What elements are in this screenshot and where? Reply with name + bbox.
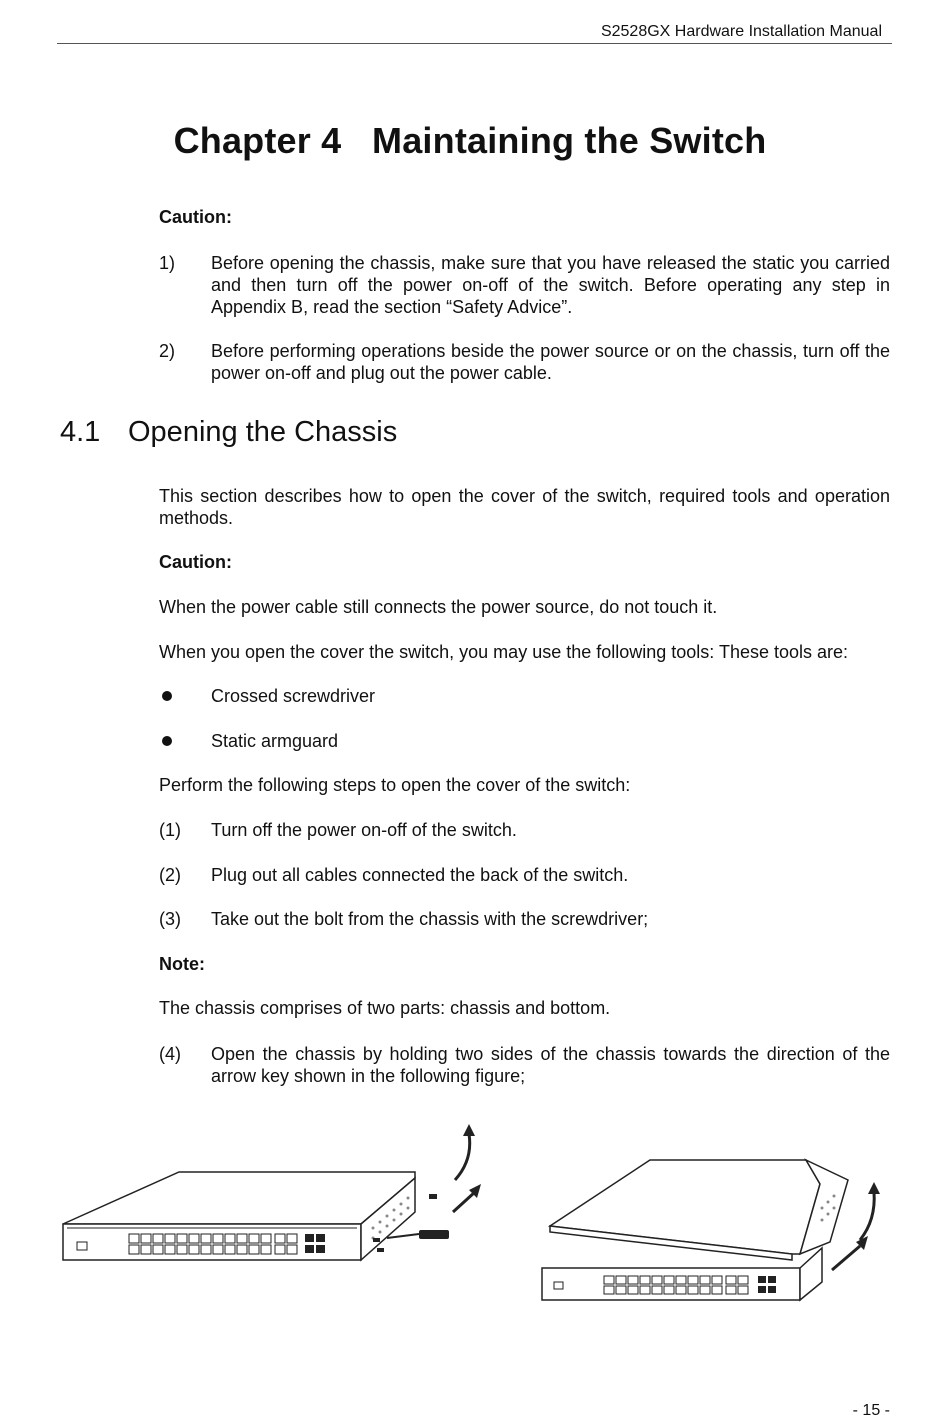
step-text: Plug out all cables connected the back of the switch. bbox=[211, 865, 629, 885]
page-header bbox=[57, 20, 892, 44]
section-heading bbox=[60, 416, 397, 449]
bullet-icon bbox=[162, 691, 172, 701]
steps-intro: Perform the following steps to open the cover of the switch: bbox=[159, 775, 631, 795]
arrow-icon bbox=[453, 1134, 475, 1212]
bullet-icon bbox=[162, 736, 172, 746]
header-title: S2528GX Hardware Installation Manual bbox=[600, 23, 882, 40]
section-caution-label: Caution: bbox=[159, 552, 232, 572]
section-number: 4.1 bbox=[60, 416, 101, 448]
screwdriver-icon bbox=[387, 1230, 449, 1239]
step-text: Open the chassis by holding two sides of the chassis towards the direction of the arrow key shown in the following figure; bbox=[211, 1044, 890, 1086]
tool-item: Crossed screwdriver bbox=[211, 686, 376, 706]
switch-open-illustration bbox=[530, 1150, 900, 1305]
section-title: Opening the Chassis bbox=[128, 416, 398, 448]
tools-intro: When you open the cover the switch, you may use the following tools: These tools are: bbox=[159, 642, 849, 662]
section-intro: This section describes how to open the cover of the switch, required tools and operation methods. bbox=[159, 486, 890, 528]
caution-item-number: 1) bbox=[159, 253, 176, 273]
note-label: Note: bbox=[159, 954, 205, 974]
tool-item: Static armguard bbox=[211, 731, 339, 751]
caution-item-number: 2) bbox=[159, 341, 176, 361]
caution-item-text: Before opening the chassis, make sure that you have released the static you carried and then turn off the power on-off of the switch. Before operating any step in Appendix B, read the section “Safety Advice”. bbox=[211, 253, 890, 317]
note-text: The chassis comprises of two parts: chassis and bottom. bbox=[159, 998, 611, 1018]
step-number: (3) bbox=[159, 909, 181, 929]
caution-label: Caution: bbox=[159, 207, 232, 227]
caution-item-text: Before performing operations beside the power source or on the chassis, turn off the power on-off and plug out the power cable. bbox=[211, 341, 890, 383]
chapter-title: Chapter 4 Maintaining the Switch bbox=[173, 120, 767, 161]
step-text: Take out the bolt from the chassis with the screwdriver; bbox=[211, 909, 649, 929]
step-text: Turn off the power on-off of the switch. bbox=[211, 820, 517, 840]
page-number: - 15 - bbox=[852, 1402, 890, 1419]
section-caution-text: When the power cable still connects the power source, do not touch it. bbox=[159, 597, 718, 617]
step-number: (1) bbox=[159, 820, 181, 840]
switch-closed-illustration bbox=[55, 1120, 495, 1270]
step-number: (2) bbox=[159, 865, 181, 885]
step-number: (4) bbox=[159, 1044, 181, 1064]
